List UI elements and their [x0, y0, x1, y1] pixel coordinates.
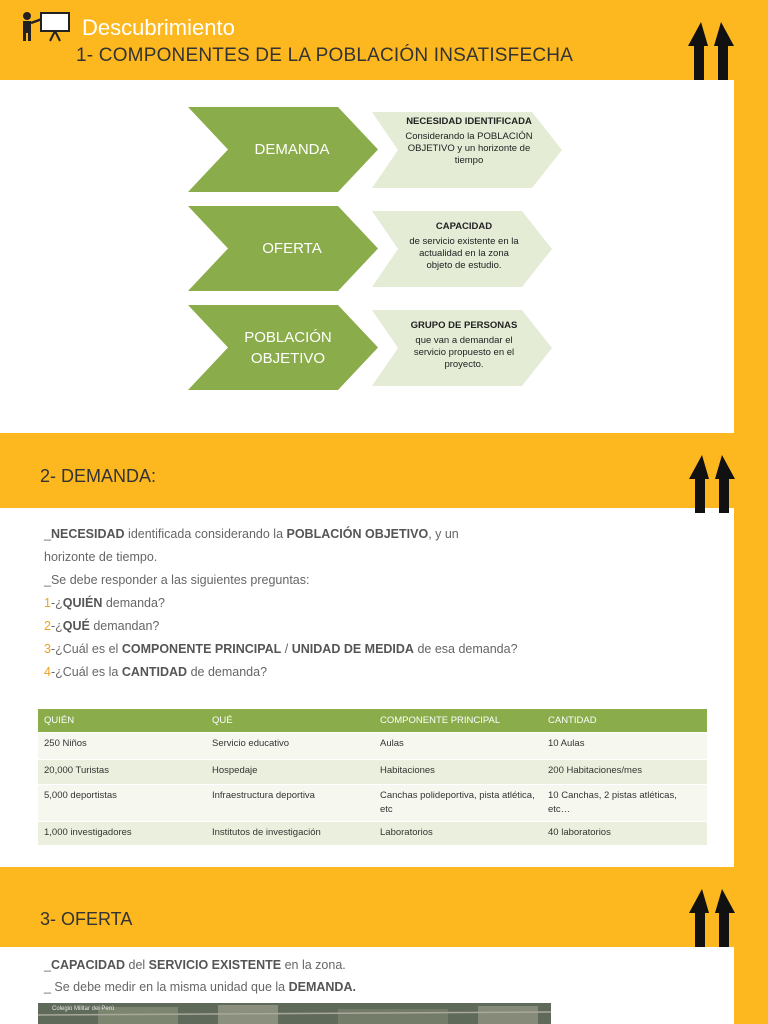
description-text: de servicio existente en la actualidad en la zona objeto de estudio.: [409, 236, 519, 271]
section-2-band: [0, 433, 735, 508]
section-2-title: 2- DEMANDA:: [40, 466, 157, 486]
table-row: [38, 821, 707, 845]
table-cell: 10 Aulas: [542, 732, 707, 759]
table-cell: Infraestructura deportiva: [206, 784, 374, 821]
description-title: NECESIDAD IDENTIFICADA: [406, 116, 532, 127]
table-cell: Canchas polideportiva, pista atlética, etc: [374, 784, 542, 821]
table-header: CANTIDAD: [542, 709, 707, 732]
section-1-title: 1- COMPONENTES DE LA POBLACIÓN INSATISFECHA: [76, 45, 574, 66]
question-4: 4-¿Cuál es la CANTIDAD de demanda?: [44, 665, 268, 679]
oferta-line-2: _ Se debe medir en la misma unidad que la DEMANDA.: [44, 980, 356, 994]
question-2: 2-¿QUÉ demandan?: [44, 619, 160, 633]
table-cell: 40 laboratorios: [542, 821, 707, 845]
double-up-arrow-icon: [689, 887, 735, 947]
table-cell: 20,000 Turistas: [38, 759, 206, 784]
demanda-line-3: _Se debe responder a las siguientes preguntas:: [44, 573, 310, 587]
question-1: 1-¿QUIÉN demanda?: [44, 596, 165, 610]
oferta-line-1: _CAPACIDAD del SERVICIO EXISTENTE en la zona.: [44, 958, 346, 972]
table-cell: Laboratorios: [374, 821, 542, 845]
section-3-band: [0, 867, 735, 947]
chevron-label: POBLACIÓN OBJETIVO: [244, 328, 332, 367]
table-cell: Institutos de investigación: [206, 821, 374, 845]
double-up-arrow-icon: [688, 20, 734, 80]
chevron-poblacion-objetivo: [188, 305, 378, 390]
table-header-row: [38, 709, 707, 732]
table-cell: 5,000 deportistas: [38, 784, 206, 821]
map-label: Colegio Militar del Perú: [52, 1006, 115, 1012]
table-cell: 200 Habitaciones/mes: [542, 759, 707, 784]
table-cell: Hospedaje: [206, 759, 374, 784]
description-title: CAPACIDAD: [435, 221, 493, 232]
table-header: COMPONENTE PRINCIPAL: [374, 709, 542, 732]
table-cell: Servicio educativo: [206, 732, 374, 759]
table-cell: Aulas: [374, 732, 542, 759]
table-cell: Habitaciones: [374, 759, 542, 784]
presenter-icon: [20, 10, 72, 42]
question-3: 3-¿Cuál es el COMPONENTE PRINCIPAL / UNIDAD DE MEDIDA de esa demanda?: [44, 642, 518, 656]
description-poblacion: [405, 320, 523, 371]
table-header: QUÉ: [206, 709, 374, 732]
demanda-line-1: _NECESIDAD identificada considerando la POBLACIÓN OBJETIVO, y un: [44, 527, 459, 541]
description-text: que van a demandar el servicio propuesto en el proyecto.: [413, 335, 515, 370]
demanda-line-2: horizonte de tiempo.: [44, 550, 158, 564]
table-cell: 250 Niños: [38, 732, 206, 759]
description-oferta: [405, 221, 523, 272]
demanda-table: [38, 709, 707, 845]
table-cell: 1,000 investigadores: [38, 821, 206, 845]
description-title: GRUPO DE PERSONAS: [410, 320, 518, 331]
chevron-oferta: [188, 206, 378, 291]
page-title: Descubrimiento: [82, 15, 235, 40]
right-accent-strip: [734, 0, 768, 1024]
table-row: [38, 784, 707, 821]
chevron-demanda: [188, 107, 378, 192]
description-demanda: [405, 116, 533, 167]
table-row: [38, 759, 707, 784]
table-cell: 10 Canchas, 2 pistas atléticas, etc…: [542, 784, 707, 821]
satellite-map-image: [38, 1003, 551, 1024]
table-header: QUIÉN: [38, 709, 206, 732]
double-up-arrow-icon: [689, 453, 735, 513]
table-row: [38, 732, 707, 759]
header-band: [0, 0, 768, 80]
description-text: Considerando la POBLACIÓN OBJETIVO y un horizonte de tiempo: [405, 131, 533, 166]
chevron-label: OFERTA: [262, 240, 322, 257]
section-3-title: 3- OFERTA: [40, 909, 133, 929]
chevron-label: DEMANDA: [254, 141, 330, 158]
